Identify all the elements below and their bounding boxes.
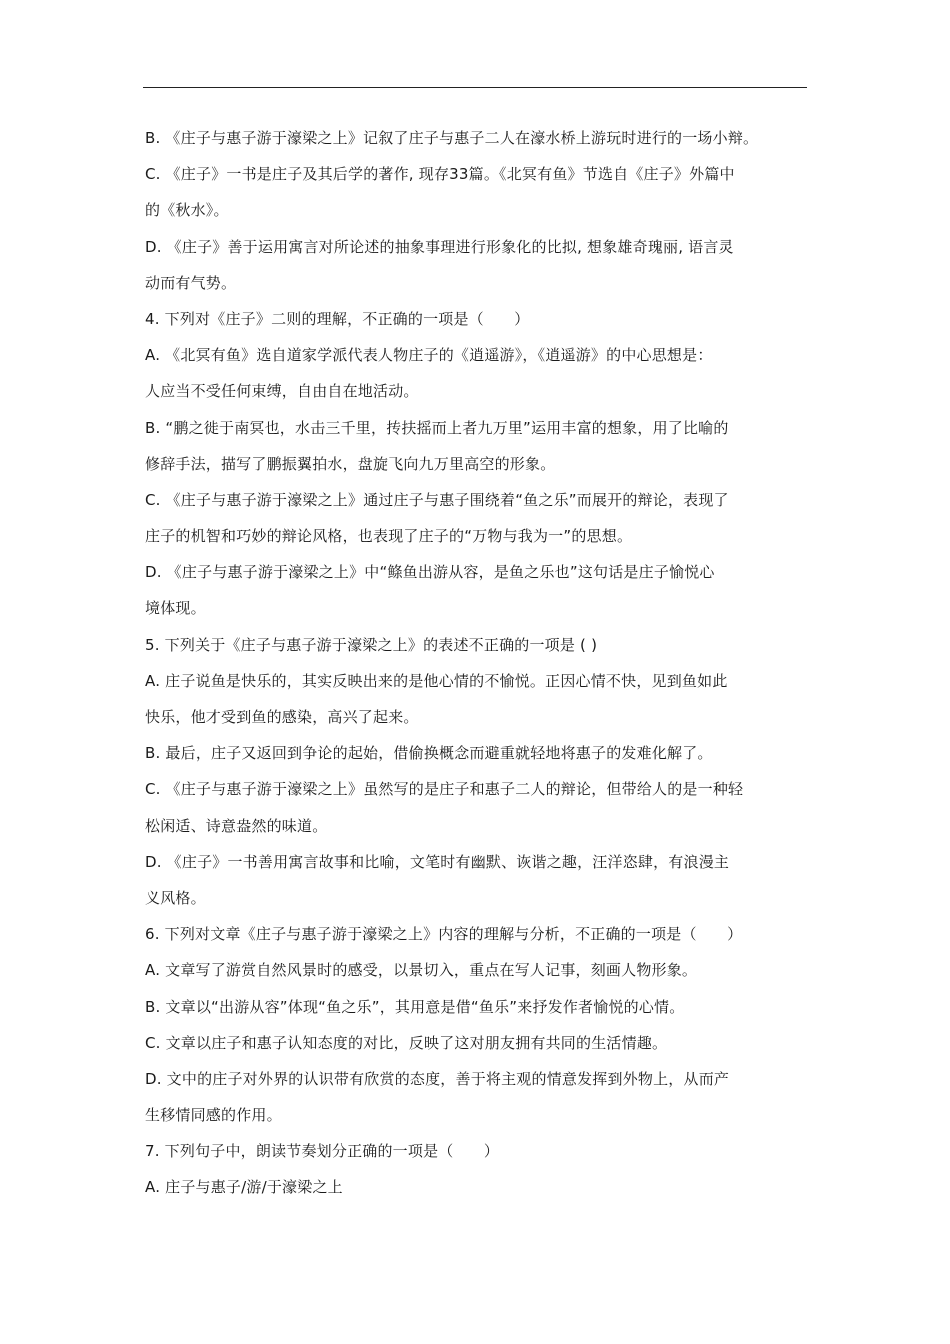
- q5-option-d: D. 《庄子》一书善用寓言故事和比喻，文笔时有幽默、诙谐之趣，汪洋恣肆，有浪漫主: [145, 852, 730, 871]
- q6-option-d-continued: 生移情同感的作用。: [145, 1106, 282, 1125]
- q4-option-b-continued: 修辞手法，描写了鹏振翼拍水，盘旋飞向九万里高空的形象。: [145, 454, 556, 473]
- option-c-continued: 的《秋水》。: [145, 201, 229, 220]
- header-rule: [143, 87, 807, 88]
- document-body: [145, 120, 815, 1206]
- q5-option-a-continued: 快乐，他才受到鱼的感染，高兴了起来。: [145, 708, 419, 726]
- question-4: 4. 下列对《庄子》二则的理解，不正确的一项是（ ）: [145, 309, 530, 328]
- q5-option-c-continued: 松闲适、诗意盎然的味道。: [145, 816, 328, 835]
- q4-option-a: A. 《北冥有鱼》选自道家学派代表人物庄子的《逍遥游》，《逍遥游》的中心思想是：: [145, 346, 713, 365]
- option-d-continued: 动而有气势。: [145, 273, 237, 292]
- q4-option-a-continued: 人应当不受任何束缚，自由自在地活动。: [145, 382, 419, 401]
- q4-option-d-continued: 境体现。: [145, 599, 206, 618]
- question-6: 6. 下列对文章《庄子与惠子游于濠梁之上》内容的理解与分析，不正确的一项是（ ）: [145, 925, 743, 944]
- q4-option-c: C. 《庄子与惠子游于濠梁之上》通过庄子与惠子围绕着“鱼之乐”而展开的辩论，表现了: [145, 490, 729, 509]
- q6-option-d: D. 文中的庄子对外界的认识带有欣赏的态度，善于将主观的情意发挥到外物上，从而产: [145, 1069, 730, 1088]
- option-c-line: C. 《庄子》一书是庄子及其后学的著作, 现存33篇。《北冥有鱼》节选自《庄子》外篇中: [145, 165, 735, 184]
- option-d-line: D. 《庄子》善于运用寓言对所论述的抽象事理进行形象化的比拟, 想象雄奇瑰丽, 语言灵: [145, 237, 734, 256]
- option-b-line: B. 《庄子与惠子游于濠梁之上》记叙了庄子与惠子二人在濠水桥上游玩时进行的一场小辩。: [145, 129, 759, 147]
- q7-option-a: A. 庄子与惠子/游/于濠梁之上: [145, 1178, 343, 1197]
- q5-option-c: C. 《庄子与惠子游于濠梁之上》虽然写的是庄子和惠子二人的辩论，但带给人的是一种轻: [145, 780, 744, 799]
- q5-option-b: B. 最后，庄子又返回到争论的起始，借偷换概念而避重就轻地将惠子的发难化解了。: [145, 744, 713, 763]
- question-7: 7. 下列句子中，朗读节奏划分正确的一项是（ ）: [145, 1142, 500, 1161]
- q5-option-a: A. 庄子说鱼是快乐的，其实反映出来的是他心情的不愉悦。正因心情不快，见到鱼如此: [145, 671, 728, 690]
- q4-option-d: D. 《庄子与惠子游于濠梁之上》中“鲦鱼出游从容，是鱼之乐也”这句话是庄子愉悦心: [145, 563, 715, 582]
- q5-option-d-continued: 义风格。: [145, 888, 206, 907]
- q6-option-c: C. 文章以庄子和惠子认知态度的对比，反映了这对朋友拥有共同的生活情趣。: [145, 1033, 668, 1052]
- q4-option-c-continued: 庄子的机智和巧妙的辩论风格，也表现了庄子的“万物与我为一”的思想。: [145, 527, 633, 546]
- q6-option-b: B. 文章以“出游从容”体现“鱼之乐”，其用意是借“鱼乐”来抒发作者愉悦的心情。: [145, 997, 685, 1016]
- question-5: 5. 下列关于《庄子与惠子游于濠梁之上》的表述不正确的一项是 ( ): [145, 635, 598, 654]
- q4-option-b: B. “鹏之徙于南冥也，水击三千里，抟扶摇而上者九万里”运用丰富的想象，用了比喻的: [145, 418, 729, 437]
- q6-option-a: A. 文章写了游赏自然风景时的感受，以景切入，重点在写人记事，刻画人物形象。: [145, 961, 698, 980]
